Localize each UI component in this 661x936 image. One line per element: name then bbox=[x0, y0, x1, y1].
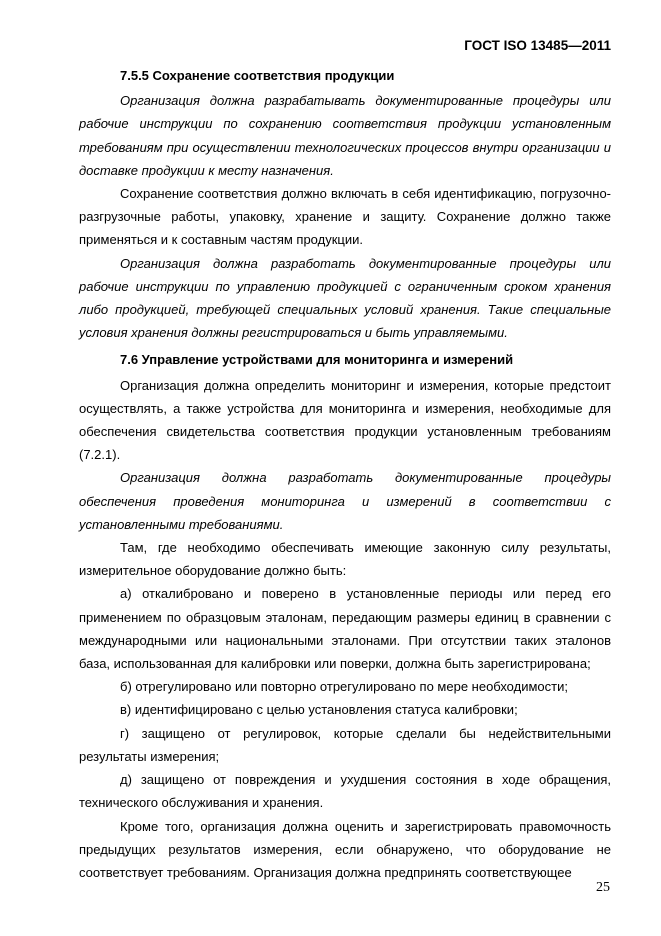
section-heading: 7.5.5 Сохранение соответствия продукции bbox=[120, 68, 395, 83]
list-item: д) защищено от повреждения и ухудшения состояния в ходе обращения, технического обслуживания и хранения. bbox=[79, 772, 611, 811]
standard-designation: ГОСТ ISO 13485—2011 bbox=[464, 38, 611, 53]
section-heading: 7.6 Управление устройствами для мониторинга и измерений bbox=[120, 352, 514, 368]
page-number: 25 bbox=[596, 880, 610, 895]
paragraph: Организация должна разрабатывать документированные процедуры или рабочие инструкции по сохранению соответствия продукции установленным требованиям при осуществлении технологических процессов внутри организации и доставке продукции к месту назначения. bbox=[79, 93, 611, 178]
list-item: г) защищено от регулировок, которые сделали бы недействительными результаты измерения; bbox=[79, 725, 611, 764]
paragraph: Кроме того, организация должна оценить и зарегистрировать правомочность предыдущих результатов измерения, если обнаружено, что оборудование не соответствует требованиям. Организация должна предпринять соответствующее bbox=[79, 818, 611, 880]
list-item: в) идентифицировано с целью установления статуса калибровки; bbox=[120, 702, 518, 718]
paragraph: Организация должна разработать документированные процедуры обеспечения проведения мониторинга и измерений в соответствии с установленными требованиями. bbox=[79, 470, 611, 532]
document-body bbox=[79, 62, 611, 884]
paragraph: Организация должна определить мониторинг и измерения, которые предстоит осуществлять, а также устройства для мониторинга и измерения, необходимые для обеспечения свидетельства соответствия продукции установленным требованиям (7.2.1). bbox=[79, 377, 611, 463]
paragraph: Организация должна разработать документированные процедуры или рабочие инструкции по управлению продукцией с ограниченным сроком хранения либо продукцией, требующей специальных условий хранения. Такие специальные условия хранения должны регистрироваться и быть управляемыми. bbox=[79, 255, 611, 341]
list-item: б) отрегулировано или повторно отрегулировано по мере необходимости; bbox=[120, 679, 568, 695]
paragraph: Сохранение соответствия должно включать в себя идентификацию, погрузочно-разгрузочные работы, упаковку, хранение и защиту. Сохранение должно также применяться и к составным частям продукции. bbox=[79, 186, 611, 248]
list-item: а) откалибровано и поверено в установленные периоды или перед его применением по образцовым эталонам, передающим размеры единиц в сравнении с международными или национальными эталонами. При отсутствии таких эталонов база, использованная для калибровки или поверки, должна быть зарегистрирована; bbox=[79, 586, 611, 672]
paragraph: Там, где необходимо обеспечивать имеющие законную силу результаты, измерительное оборудование должно быть: bbox=[79, 540, 611, 579]
